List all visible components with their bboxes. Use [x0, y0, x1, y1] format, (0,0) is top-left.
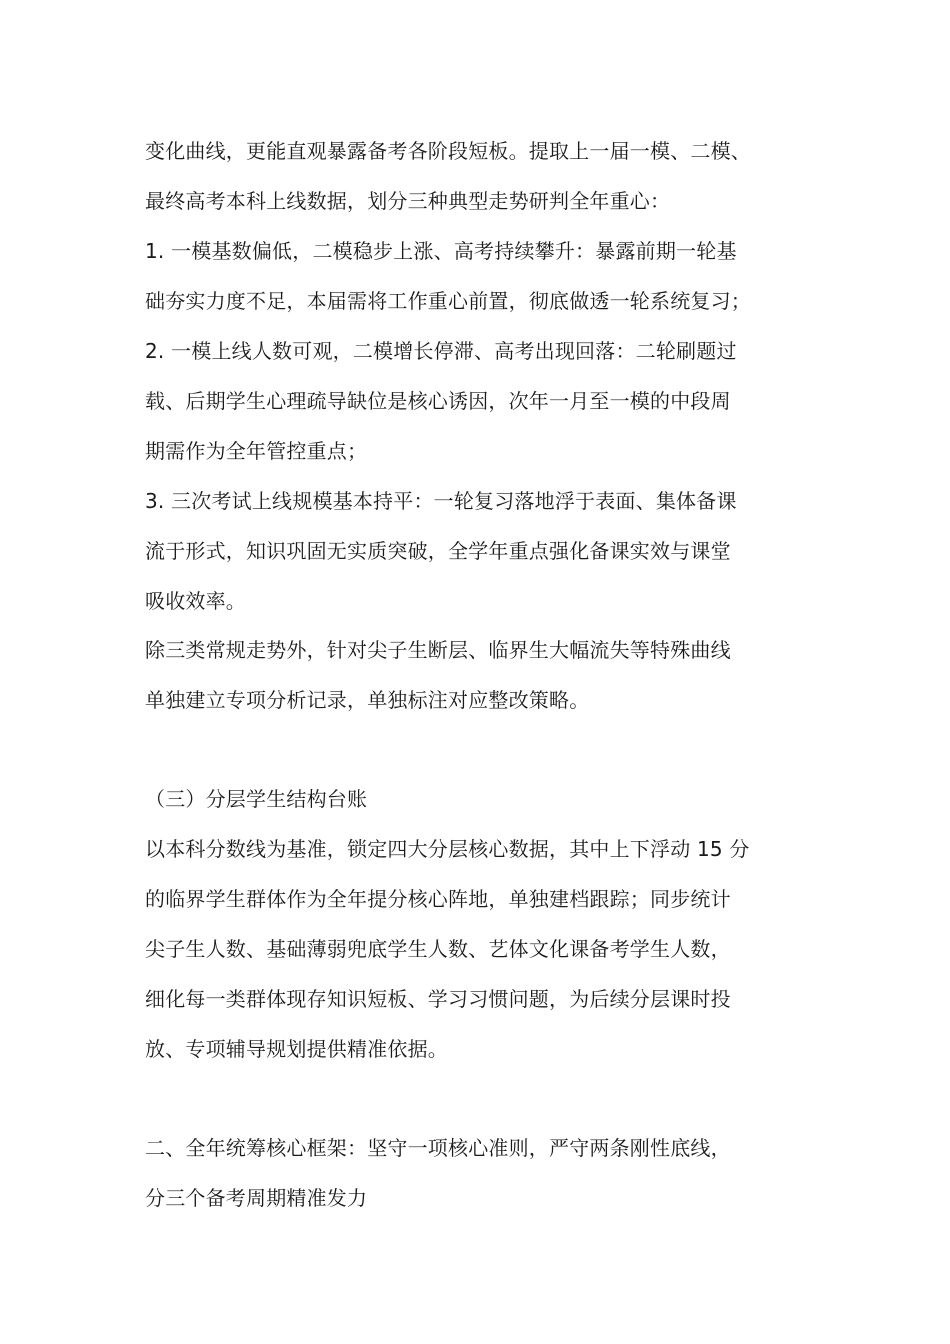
paragraph-line: 的临界学生群体作为全年提分核心阵地，单独建档跟踪；同步统计: [145, 887, 731, 911]
paragraph-line: 除三类常规走势外，针对尖子生断层、临界生大幅流失等特殊曲线: [145, 638, 731, 662]
chapter-heading: 二、全年统筹核心框架：坚守一项核心准则，严守两条刚性底线，: [145, 1136, 731, 1160]
list-item-3-line: 吸收效率。: [145, 589, 246, 613]
section-heading: （三）分层学生结构台账: [145, 787, 368, 811]
list-item-1-line: 1. 一模基数偏低，二模稳步上涨、高考持续攀升：暴露前期一轮基: [145, 239, 737, 263]
list-item-2-line: 2. 一模上线人数可观，二模增长停滞、高考出现回落：二轮刷题过: [145, 339, 737, 363]
list-item-1-line: 础夯实力度不足，本届需将工作重心前置，彻底做透一轮系统复习；: [145, 289, 751, 313]
paragraph-line: 放、专项辅导规划提供精准依据。: [145, 1037, 448, 1061]
paragraph-line: 尖子生人数、基础薄弱兜底学生人数、艺体文化课备考学生人数，: [145, 937, 731, 961]
paragraph-line: 变化曲线，更能直观暴露备考各阶段短板。提取上一届一模、二模、: [145, 139, 751, 163]
list-item-3-line: 3. 三次考试上线规模基本持平：一轮复习落地浮于表面、集体备课: [145, 489, 737, 513]
list-item-2-line: 载、后期学生心理疏导缺位是核心诱因，次年一月至一模的中段周: [145, 389, 731, 413]
list-item-3-line: 流于形式，知识巩固无实质突破，全学年重点强化备课实效与课堂: [145, 539, 731, 563]
list-item-2-line: 期需作为全年管控重点；: [145, 439, 368, 463]
paragraph-line: 以本科分数线为基准，锁定四大分层核心数据，其中上下浮动 15 分: [145, 837, 750, 861]
paragraph-line: 单独建立专项分析记录，单独标注对应整改策略。: [145, 688, 590, 712]
paragraph-line: 细化每一类群体现存知识短板、学习习惯问题，为后续分层课时投: [145, 987, 731, 1011]
chapter-heading: 分三个备考周期精准发力: [145, 1186, 368, 1210]
paragraph-line: 最终高考本科上线数据，划分三种典型走势研判全年重心：: [145, 189, 671, 213]
